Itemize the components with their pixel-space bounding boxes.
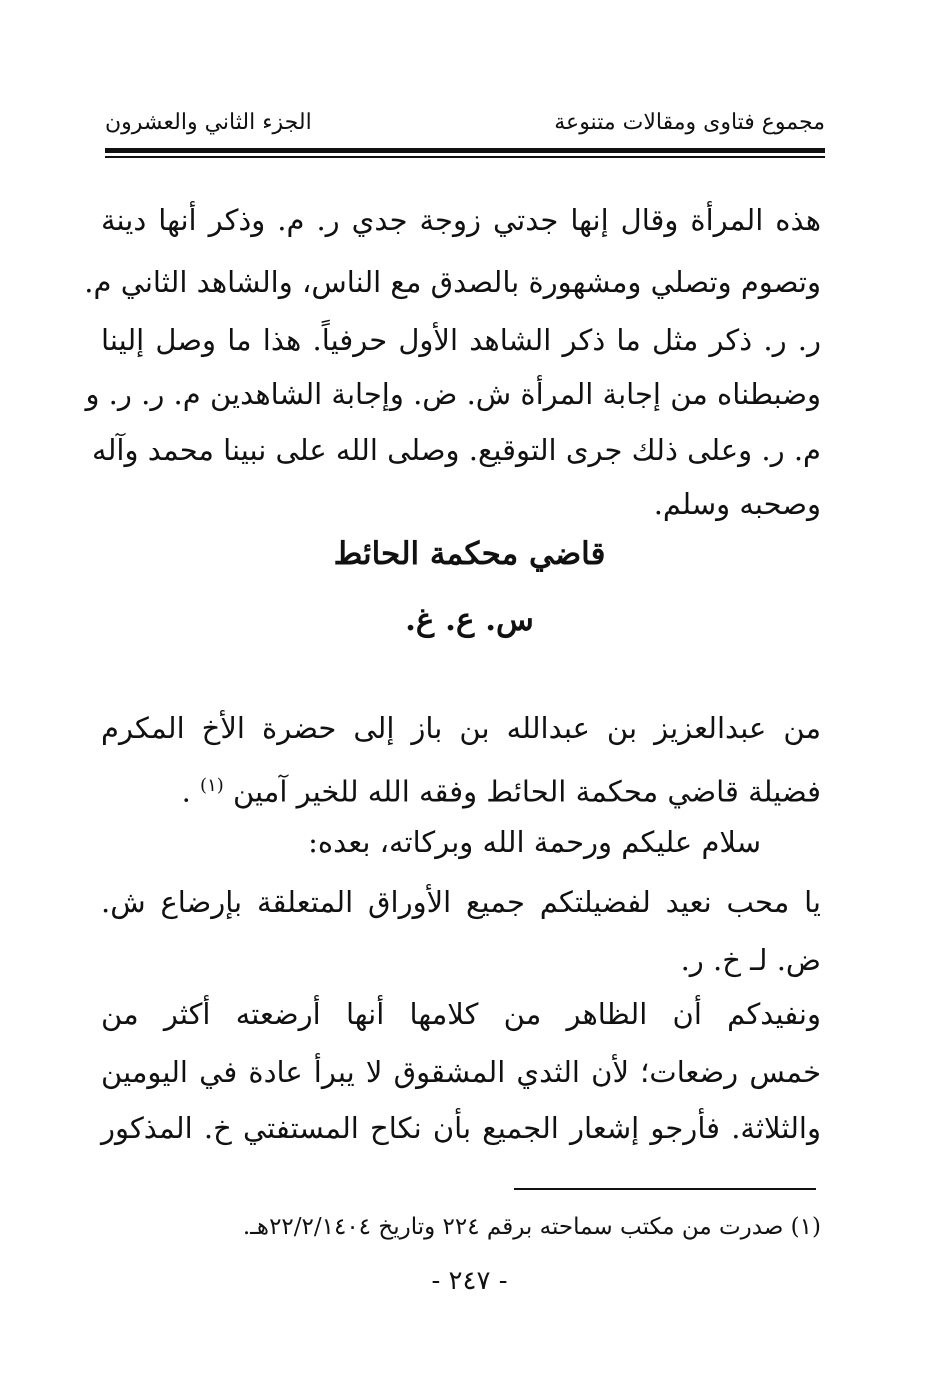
letter-line: والثلاثة. فأرجو إشعار الجميع بأن نكاح المستفتي خ. المذكور (101, 1111, 821, 1145)
body-line: ر. ر. ذكر مثل ما ذكر الشاهد الأول حرفياً. هذا ما وصل إلينا (101, 323, 821, 357)
section-initials: س. ع. غ. (405, 602, 534, 638)
header-rule-thin (105, 156, 825, 158)
page-header (105, 104, 825, 144)
letter-line: خمس رضعات؛ لأن الثدي المشقوق لا يبرأ عادة في اليومين (101, 1055, 821, 1089)
letter-line: ونفيدكم أن الظاهر من كلامها أنها أرضعته أكثر من (101, 997, 821, 1031)
letter-punct: . (181, 774, 191, 809)
letter-line: من عبدالعزيز بن عبدالله بن باز إلى حضرة الأخ المكرم (101, 711, 821, 745)
body-line: هذه المرأة وقال إنها جدتي زوجة جدي ر. م. وذكر أنها دينة (101, 203, 821, 237)
footnote-separator (514, 1188, 816, 1190)
body-line: وضبطناه من إجابة المرأة ش. ض. وإجابة الشاهدين م. ر. ر. و (85, 377, 821, 411)
letter-line: ض. لـ خ. ر. (680, 943, 821, 977)
letter-text: فضيلة قاضي محكمة الحائط وفقه الله للخير آمين (232, 774, 821, 809)
volume-title: الجزء الثاني والعشرون (105, 110, 312, 135)
body-line: وتصوم وتصلي ومشهورة بالصدق مع الناس، والشاهد الثاني م. (84, 265, 821, 299)
body-line: م. ر. وعلى ذلك جرى التوقيع. وصلى الله على نبينا محمد وآله (92, 433, 821, 467)
header-rule-thick (105, 148, 825, 153)
footnote: (١) صدرت من مكتب سماحته برقم ٢٢٤ وتاريخ ٢٢/٢/١٤٠٤هـ. (242, 1214, 821, 1240)
section-heading: قاضي محكمة الحائط (333, 536, 606, 572)
body-line: وصحبه وسلم. (653, 487, 821, 521)
footnote-reference: (١) (200, 775, 224, 796)
letter-line: يا محب نعيد لفضيلتكم جميع الأوراق المتعلقة بإرضاع ش. (101, 885, 821, 919)
letter-greeting: سلام عليكم ورحمة الله وبركاته، بعده: (308, 825, 761, 859)
book-title: مجموع فتاوى ومقالات متنوعة (554, 110, 825, 135)
page-number: - ٢٤٧ - (431, 1266, 508, 1296)
letter-line-addressee (101, 766, 821, 812)
